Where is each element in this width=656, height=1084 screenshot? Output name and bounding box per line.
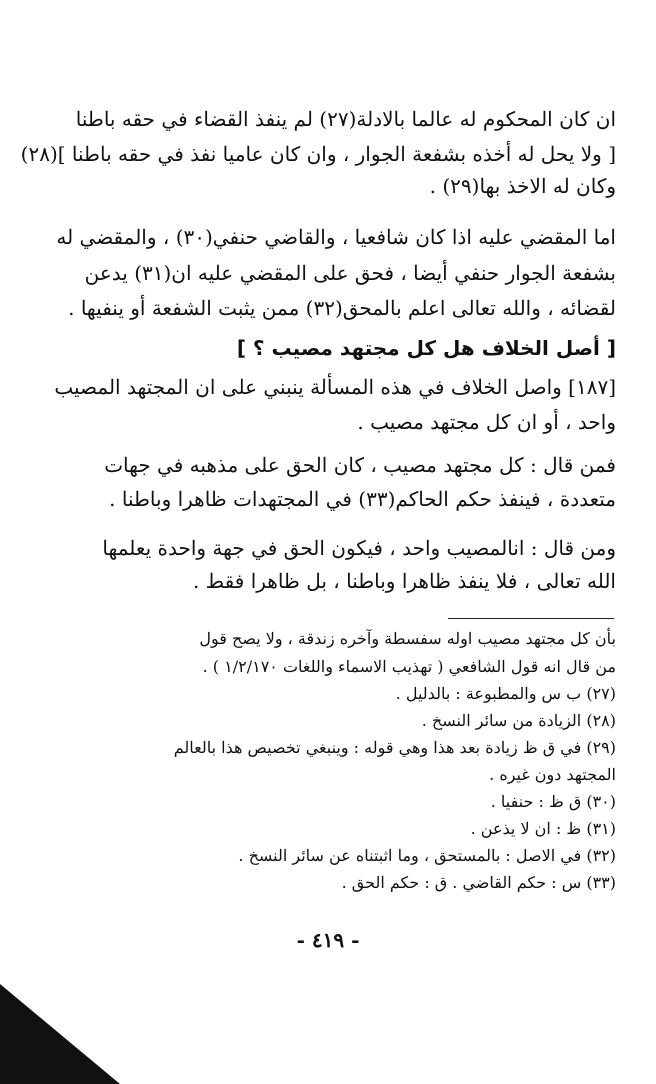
body-line: ان كان المحكوم له عالما بالادلة(٢٧) لم ينفذ القضاء في حقه باطنا — [75, 107, 616, 131]
footnote-line: بأن كل مجتهد مصيب اوله سفسطة وآخره زندقة ، ولا يصح قول — [199, 629, 616, 648]
footnote-line: المجتهد دون غيره . — [489, 765, 616, 784]
page-number: - ٤١٩ - — [296, 928, 360, 952]
footnote-line: (٣١) ظ : ان لا يذعن . — [470, 819, 616, 838]
section-heading: [ أصل الخلاف هل كل مجتهد مصيب ؟ ] — [236, 336, 616, 360]
footnote-line: (٣٢) في الاصل : بالمستحق ، وما اثبتناه عن سائر النسخ . — [238, 846, 616, 865]
body-line: الله تعالى ، فلا ينفذ ظاهرا وباطنا ، بل ظاهرا فقط . — [192, 569, 616, 593]
body-line: اما المقضي عليه اذا كان شافعيا ، والقاضي حنفي(٣٠) ، والمقضي له — [56, 225, 616, 249]
footnote-line: من قال انه قول الشافعي ( تهذيب الاسماء واللغات ١/٢/١٧٠ ) . — [202, 657, 616, 676]
footnote-line: (٣٣) س : حكم القاضي . ق : حكم الحق . — [341, 873, 616, 892]
body-line: [١٨٧] واصل الخلاف في هذه المسألة ينبني على ان المجتهد المصيب — [54, 375, 616, 399]
footnote-line: (٣٠) ق ظ : حنفيا . — [490, 792, 616, 811]
body-line: بشفعة الجوار حنفي أيضا ، فحق على المقضي عليه ان(٣١) يدعن — [84, 261, 616, 285]
body-line: [ ولا يحل له أخذه بشفعة الجوار ، وان كان عاميا نفذ في حقه باطنا ](٢٨) — [20, 142, 616, 166]
footnote-separator — [448, 618, 614, 619]
body-line: فمن قال : كل مجتهد مصيب ، كان الحق على مذهبه في جهات — [104, 453, 616, 477]
footnote-line: (٢٧) ب س والمطبوعة : بالدليل . — [395, 684, 616, 703]
body-line: لقضائه ، والله تعالى اعلم بالمحق(٣٢) ممن يثبت الشفعة أو ينفيها . — [68, 296, 616, 320]
footnote-line: (٢٨) الزيادة من سائر النسخ . — [421, 711, 616, 730]
scan-shadow-corner — [0, 984, 120, 1084]
body-line: واحد ، أو ان كل مجتهد مصيب . — [357, 410, 616, 434]
body-line: ومن قال : انالمصيب واحد ، فيكون الحق في جهة واحدة يعلمها — [102, 536, 616, 560]
body-line: متعددة ، فينفذ حكم الحاكم(٣٣) في المجتهدات ظاهرا وباطنا . — [109, 487, 616, 511]
body-line: وكان له الاخذ بها(٢٩) . — [429, 174, 616, 198]
footnote-line: (٢٩) في ق ظ زيادة بعد هذا وهي قوله : وينبغي تخصيص هذا بالعالم — [173, 738, 616, 757]
